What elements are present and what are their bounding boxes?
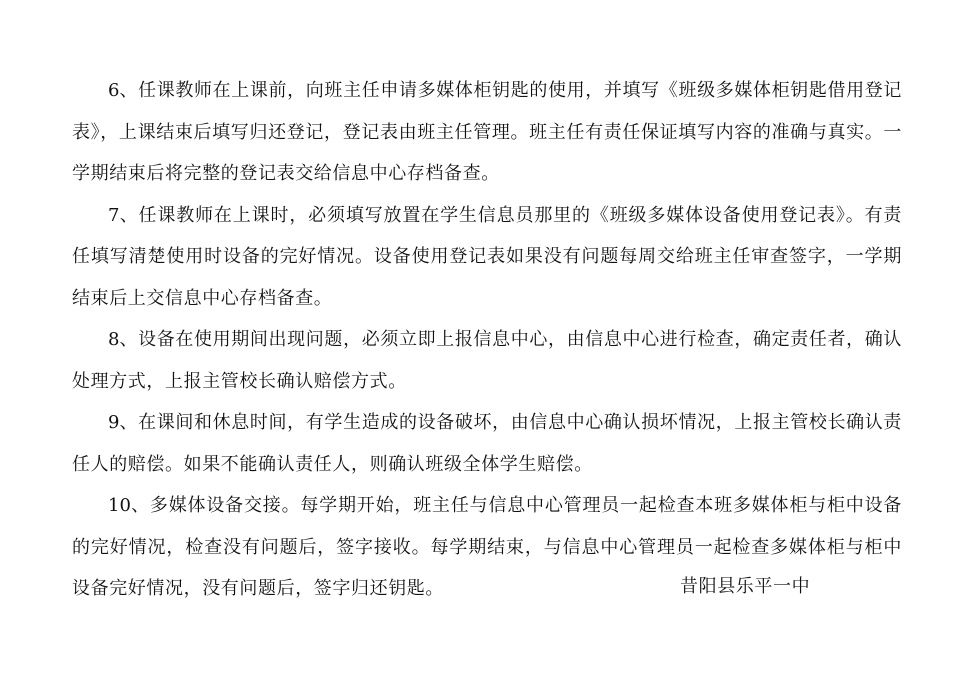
paragraph-6: [72, 70, 902, 195]
paragraph-number: 7: [108, 204, 120, 226]
paragraph-8: [72, 319, 902, 402]
paragraph-number: 8: [108, 329, 120, 350]
paragraph-9: [72, 402, 902, 485]
paragraph-number: 10: [108, 495, 131, 516]
paragraph-number: 9: [108, 412, 120, 433]
paragraph-7: [72, 195, 902, 320]
paragraph-text: 、在课间和休息时间，有学生造成的设备破坏，由信息中心确认损坏情况，上报主管校长确认责任人的赔偿。如果不能确认责任人，则确认班级全体学生赔偿。: [72, 412, 902, 475]
paragraph-text: 、设备在使用期间出现问题，必须立即上报信息中心，由信息中心进行检查，确定责任者，确认处理方式，上报主管校长确认赔偿方式。: [72, 329, 902, 392]
paragraph-text: 、多媒体设备交接。每学期开始，班主任与信息中心管理员一起检查本班多媒体柜与柜中设备的完好情况，检查没有问题后，签字接收。每学期结束，与信息中心管理员一起检查多媒体柜与柜中设备完好情况，没有问题后，签字归还钥匙。: [72, 495, 902, 599]
document-body: [72, 70, 902, 610]
paragraph-text: 、任课教师在上课时，必须填写放置在学生信息员那里的《班级多媒体设备使用登记表》。有责任填写清楚使用时设备的完好情况。设备使用登记表如果没有问题每周交给班主任审查签字，一学期结束后上交信息中心存档备查。: [72, 204, 902, 309]
paragraph-text: 、任课教师在上课前，向班主任申请多媒体柜钥匙的使用，并填写《班级多媒体柜钥匙借用登记表》，上课结束后填写归还登记，登记表由班主任管理。班主任有责任保证填写内容的准确与真实。一学期结束后将完整的登记表交给信息中心存档备查。: [72, 80, 902, 184]
school-signature: 昔阳县乐平一中: [680, 576, 811, 597]
paragraph-number: 6: [108, 80, 120, 101]
